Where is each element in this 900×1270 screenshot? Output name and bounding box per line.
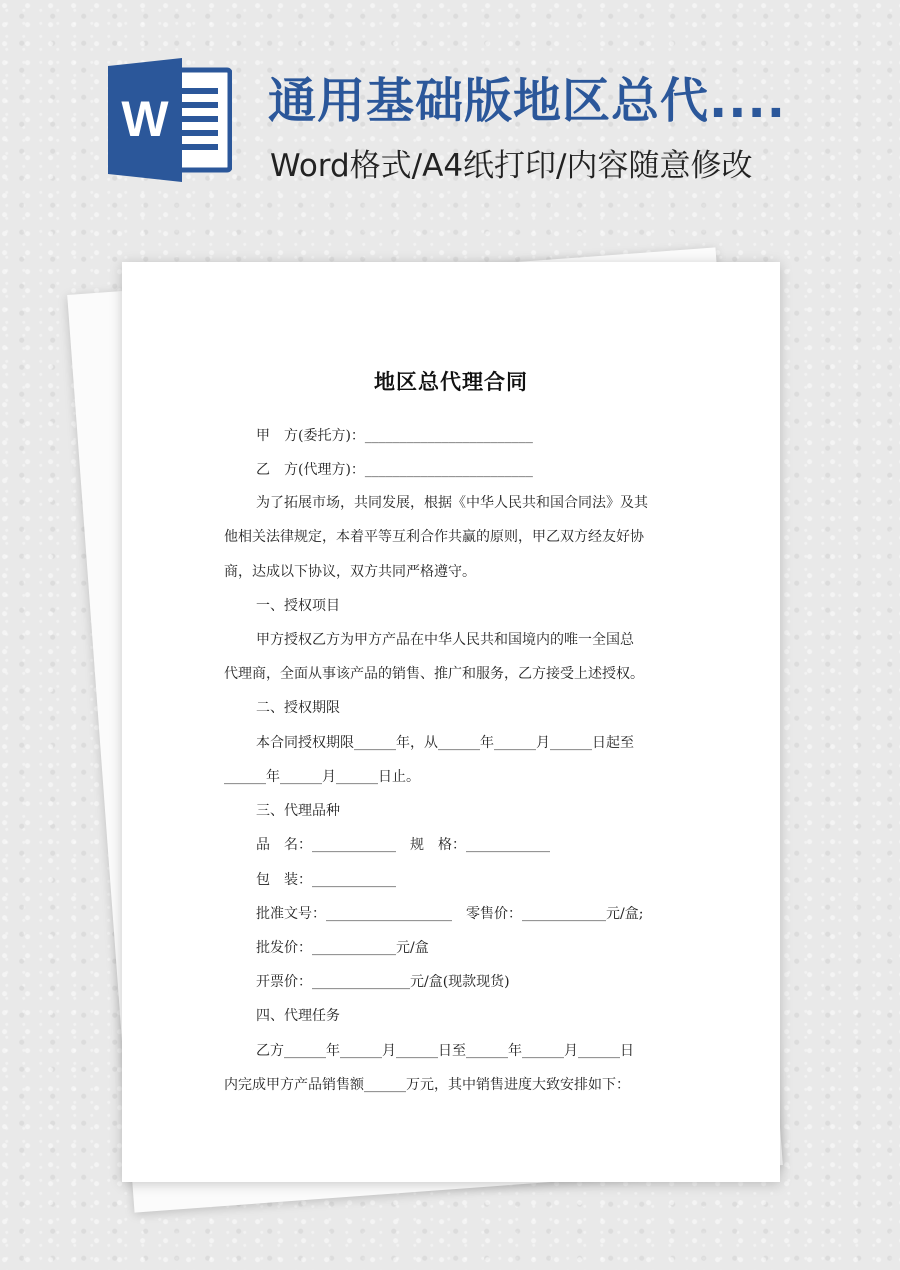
- banner-title: 通用基础版地区总代....: [268, 73, 786, 129]
- section-heading-3: 三、代理品种: [256, 803, 340, 819]
- section-2-line-2: ______年______月______日止。: [224, 769, 420, 785]
- packaging-line: 包 装：____________: [256, 872, 396, 888]
- invoice-price-line: 开票价：______________元/盒(现款现货): [256, 974, 510, 990]
- section-heading-2: 二、授权期限: [256, 700, 340, 716]
- document-page: [122, 262, 780, 1182]
- preamble-line-1: 为了拓展市场，共同发展，根据《中华人民共和国合同法》及其: [256, 495, 648, 511]
- document-title: 地区总代理合同: [374, 369, 528, 394]
- preamble-line-3: 商，达成以下协议，双方共同严格遵守。: [224, 564, 476, 580]
- word-document-icon: [108, 58, 232, 182]
- preamble-line-2: 他相关法律规定，本着平等互利合作共赢的原则，甲乙双方经友好协: [224, 529, 644, 545]
- section-4-line-1: 乙方______年______月______日至______年______月______日: [256, 1043, 634, 1059]
- section-1-line-2: 代理商，全面从事该产品的销售、推广和服务，乙方接受上述授权。: [224, 666, 644, 682]
- word-icon-letter: W: [121, 91, 169, 147]
- section-heading-4: 四、代理任务: [256, 1008, 340, 1024]
- section-2-line-1: 本合同授权期限______年，从______年______月______日起至: [256, 735, 634, 751]
- banner-subtitle: Word格式/A4纸打印/内容随意修改: [270, 148, 753, 184]
- section-1-line-1: 甲方授权乙方为甲方产品在中华人民共和国境内的唯一全国总: [256, 632, 634, 648]
- promo-banner: [0, 0, 900, 230]
- wholesale-price-line: 批发价：____________元/盒: [256, 940, 429, 956]
- section-heading-1: 一、授权项目: [256, 598, 340, 614]
- product-name-spec-line: 品 名：____________ 规 格：____________: [256, 837, 550, 853]
- party-a-line: 甲 方(委托方)：________________________: [256, 428, 533, 444]
- party-b-line: 乙 方(代理方)：________________________: [256, 462, 533, 478]
- section-4-line-2: 内完成甲方产品销售额______万元，其中销售进度大致安排如下：: [224, 1077, 630, 1093]
- approval-retail-line: 批准文号：__________________ 零售价：____________元/盒;: [256, 906, 644, 922]
